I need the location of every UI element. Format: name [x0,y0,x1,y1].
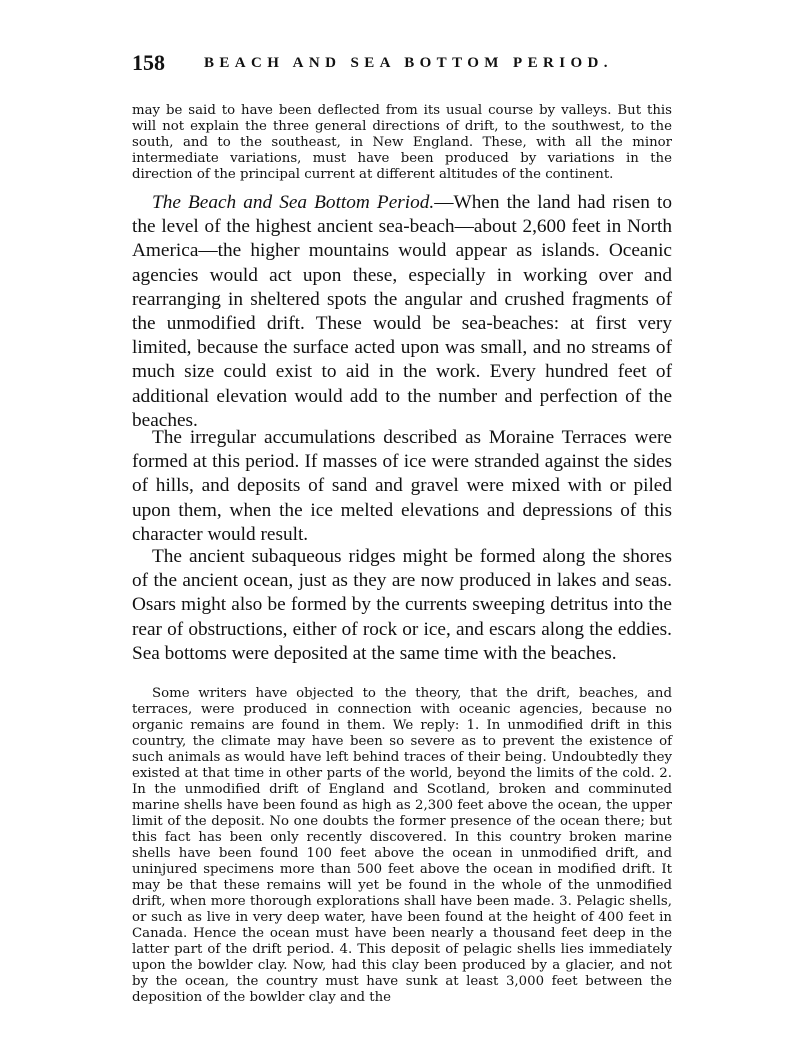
paragraph-subaqueous-ridges [132,545,672,666]
paragraph-text: —When the land had risen to the level of the highest ancient sea-beach—about 2,600 feet in North America—the higher mountains would appear as islands. Oceanic agencies would act upon these, especially in working over and rearranging in sheltered spots the angular and crushed fragments of the unmodified drift. These would be sea-beaches: at first very limited, because the surface acted upon was small, and no streams of much size could exist to aid in the work. Every hundred feet of additional elevation would add to the number and perfection of the beaches. [132,192,672,431]
page-number: 158 [132,50,165,75]
paragraph-objections-note [132,686,672,1006]
paragraph-drift-directions [132,103,672,183]
running-head: BEACH AND SEA BOTTOM PERIOD. [204,55,613,71]
page-header [132,50,672,80]
paragraph-moraine-terraces [132,426,672,547]
paragraph-text: Some writers have objected to the theory, that the drift, beaches, and terraces, were produced in connection with oceanic agencies, because no organic remains are found in them. We reply: 1. In unmodified drift in this country, the climate may have been so severe as to prevent the existence of such animals as would have left behind traces of their being. Undoubtedly they existed at that time in other parts of the world, beyond the limits of the cold. 2. In the unmodified drift of England and Scotland, broken and comminuted marine shells have been found as high as 2,300 feet above the ocean, the upper limit of the deposit. No one doubts the former presence of the ocean there; but this fact has been only recently discovered. In this country broken marine shells have been found 100 feet above the ocean in unmodified drift, and uninjured specimens more than 500 feet above the ocean in modified drift. It may be that these remains will yet be found in the whole of the unmodified drift, when more thorough explorations shall have been made. 3. Pelagic shells, or such as live in very deep water, have been found at the height of 400 feet in Canada. Hence the ocean must have been nearly a thousand feet deep in the latter part of the drift period. 4. This deposit of pelagic shells lies immediately upon the bowlder clay. Now, had this clay been produced by a glacier, and not by the ocean, the country must have sunk at least 3,000 feet between the deposition of the bowlder clay and the [132,686,672,1005]
paragraph-beach-period [132,191,672,433]
paragraph-text: may be said to have been deflected from its usual course by valleys. But this will not explain the three general directions of drift, to the southwest, to the south, and to the southeast, in New England. These, with all the minor intermediate variations, must have been produced by variations in the direction of the principal current at different altitudes of the continent. [132,103,672,182]
paragraph-text: The ancient subaqueous ridges might be formed along the shores of the ancient ocean, just as they are now produced in lakes and seas. Osars might also be formed by the currents sweeping detritus into the rear of obstructions, either of rock or ice, and escars along the eddies. Sea bottoms were deposited at the same time with the beaches. [132,546,672,664]
section-title: The Beach and Sea Bottom Period. [152,192,435,213]
paragraph-text: The irregular accumulations described as Moraine Terraces were formed at this period. If masses of ice were stranded against the sides of hills, and deposits of sand and gravel were mixed with or piled upon them, when the ice melted elevations and depressions of this character would result. [132,427,672,545]
